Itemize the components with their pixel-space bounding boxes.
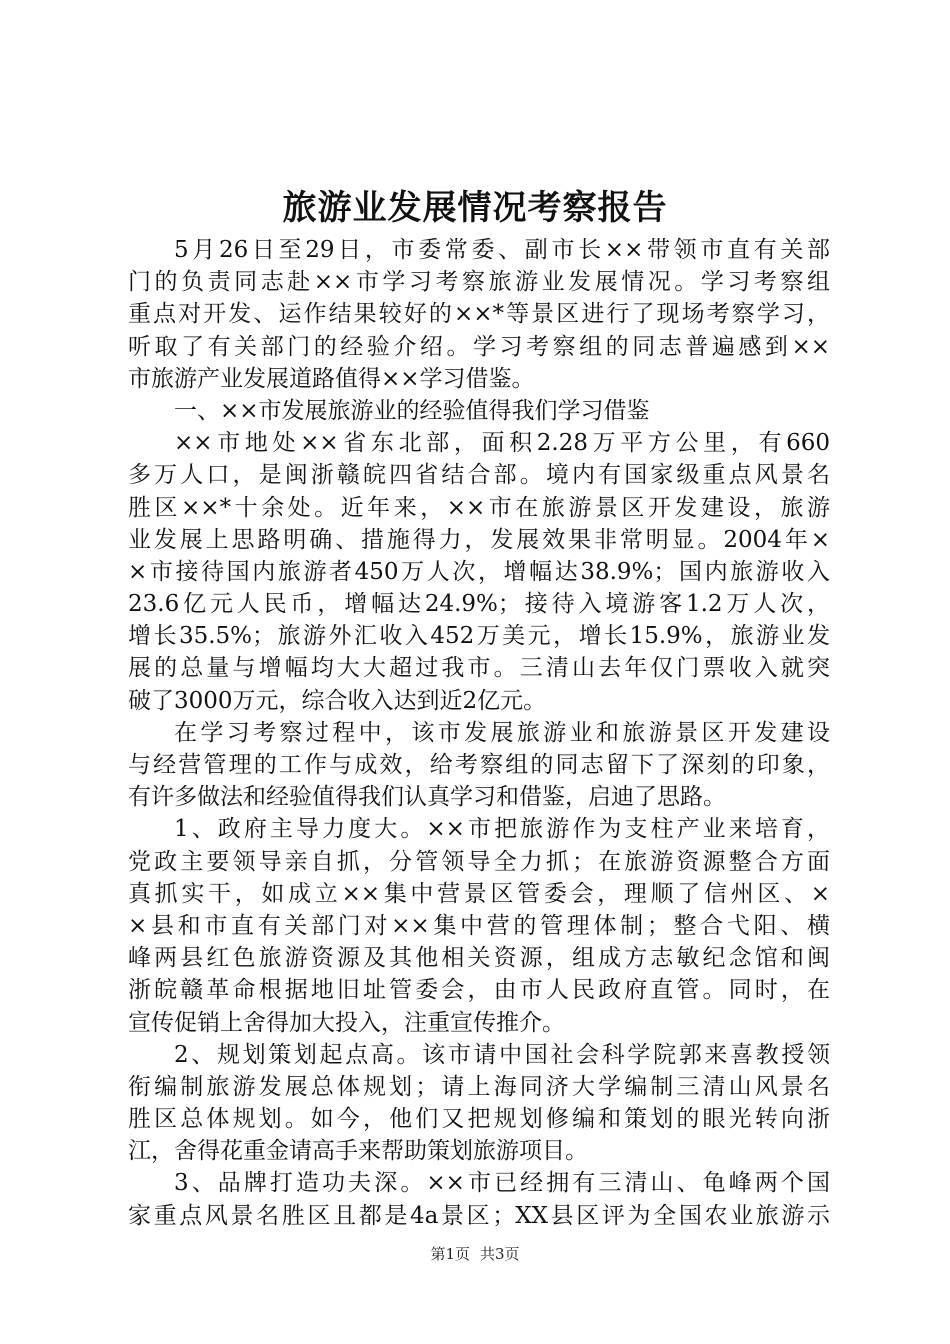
text-line: 重点对开发、运作结果较好的××*等景区进行了现场考察学习， xyxy=(128,301,830,328)
text-line: 与经营管理的工作与成效，给考察组的同志留下了深刻的印象， xyxy=(128,752,830,778)
text-line: 业发展上思路明确、措施得力，发展效果非常明显。2004年× xyxy=(128,526,830,553)
text-line: 宣传促销上舍得加大投入，注重宣传推介。 xyxy=(128,1009,565,1036)
document-title: 旅游业发展情况考察报告 xyxy=(282,188,668,228)
text-line: ×县和市直有关部门对××集中营的管理体制；整合弋阳、横 xyxy=(128,912,830,939)
text-line: 在学习考察过程中，该市发展旅游业和旅游景区开发建设 xyxy=(174,719,830,746)
text-line: ×市接待国内旅游者450万人次，增幅达38.9%；国内旅游收入 xyxy=(128,558,830,585)
text-line: 浙皖赣革命根据地旧址管委会，由市人民政府直管。同时，在 xyxy=(128,977,830,1004)
text-line: 听取了有关部门的经验介绍。学习考察组的同志普遍感到×× xyxy=(128,333,830,360)
text-line: 家重点风景名胜区且都是4a景区；XX县区评为全国农业旅游示 xyxy=(128,1202,830,1229)
text-line: 增长35.5%；旅游外汇收入452万美元，增长15.9%，旅游业发 xyxy=(128,623,830,650)
text-line: 3、品牌打造功夫深。××市已经拥有三清山、龟峰两个国 xyxy=(174,1170,830,1197)
text-line: 23.6亿元人民币，增幅达24.9%；接待入境游客1.2万人次， xyxy=(128,591,830,618)
text-line: 胜区××*十余处。近年来，××市在旅游景区开发建设，旅游 xyxy=(128,494,830,521)
text-line: 胜区总体规划。如今，他们又把规划修编和策划的眼光转向浙 xyxy=(128,1106,830,1133)
text-line: 展的总量与增幅均大大超过我市。三清山去年仅门票收入就突 xyxy=(128,655,830,682)
text-line: 破了3000万元，综合收入达到近2亿元。 xyxy=(128,687,547,714)
text-line: 衔编制旅游发展总体规划；请上海同济大学编制三清山风景名 xyxy=(128,1073,830,1100)
text-line: 峰两县红色旅游资源及其他相关资源，组成方志敏纪念馆和闽 xyxy=(128,945,830,972)
text-line: 多万人口，是闽浙赣皖四省结合部。境内有国家级重点风景名 xyxy=(128,462,830,489)
text-line: 党政主要领导亲自抓，分管领导全力抓；在旅游资源整合方面 xyxy=(128,848,830,875)
section-heading: 一、××市发展旅游业的经验值得我们学习借鉴 xyxy=(174,397,650,424)
document-body xyxy=(128,234,830,1232)
text-line: 市旅游产业发展道路值得××学习借鉴。 xyxy=(128,365,535,392)
text-line: 2、规划策划起点高。该市请中国社会科学院郭来喜教授领 xyxy=(174,1041,830,1068)
text-line: 江，舍得花重金请高手来帮助策划旅游项目。 xyxy=(128,1138,588,1165)
text-line: 门的负责同志赴××市学习考察旅游业发展情况。学习考察组 xyxy=(128,269,830,296)
text-line: 5月26日至29日，市委常委、副市长××带领市直有关部 xyxy=(174,237,830,263)
page-total: 共3页 xyxy=(480,1245,520,1263)
text-line: 真抓实干，如成立××集中营景区管委会，理顺了信州区、× xyxy=(128,880,830,907)
page-number: 第1页 xyxy=(430,1245,470,1263)
text-line: 1、政府主导力度大。××市把旅游作为支柱产业来培育， xyxy=(174,816,830,843)
text-line: 有许多做法和经验值得我们认真学习和借鉴，启迪了思路。 xyxy=(128,784,726,811)
page-footer xyxy=(0,1244,950,1264)
text-line: ××市地处××省东北部，面积2.28万平方公里，有660 xyxy=(174,430,830,457)
